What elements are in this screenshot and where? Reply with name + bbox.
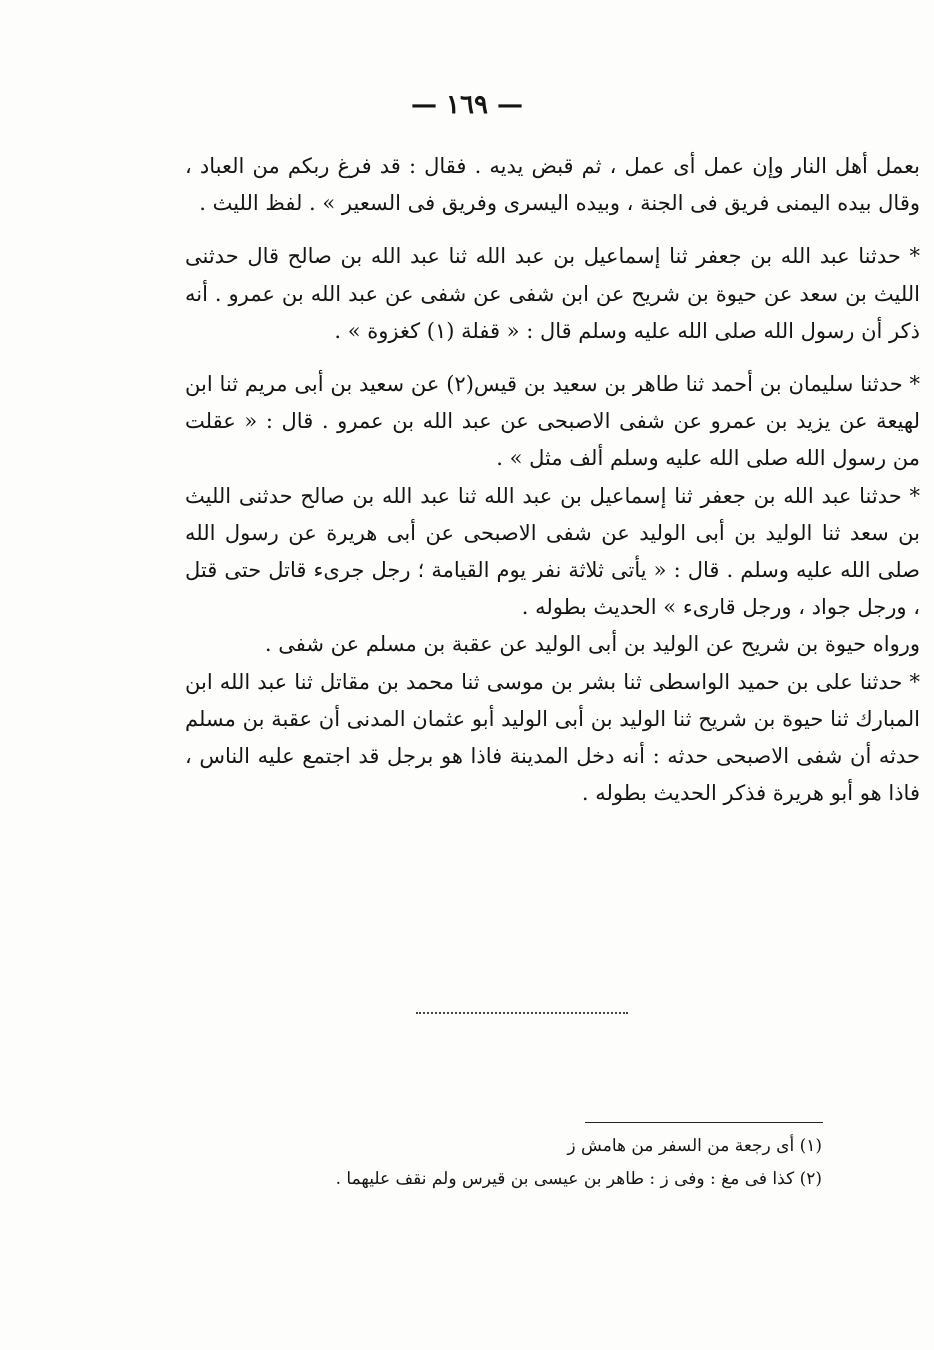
dotted-separator <box>416 1012 628 1014</box>
main-text <box>185 148 920 812</box>
paragraph-1: بعمل أهل النار وإن عمل أى عمل ، ثم قبض يديه . فقال : قد فرغ ربكم من العباد ، وقال بيده اليمنى فريق فى الجنة ، وبيده اليسرى وفريق فى السعير » . لفظ الليث . <box>185 154 920 216</box>
paragraph-2: * حدثنا عبد الله بن جعفر ثنا إسماعيل بن عبد الله ثنا عبد الله بن صالح قال حدثنى الليث بن سعد عن حيوة بن شريح عن ابن شفى عن شفى عن عبد الله بن عمرو . أنه ذكر أن رسول الله صلى الله عليه وسلم قال : « قفلة (١) كغزوة » . <box>185 244 920 343</box>
footnote-2: (٢) كذا فى مغ : وفى ز : طاهر بن عيسى بن قيرس ولم نقف عليهما . <box>335 1169 822 1189</box>
paragraph-4: * حدثنا عبد الله بن جعفر ثنا إسماعيل بن عبد الله ثنا عبد الله بن صالح حدثنى الليث بن سعد ثنا الوليد بن أبى الوليد عن شفى الاصبحى عن أبى هريرة عن رسول الله صلى الله عليه وسلم . قال : « يأتى ثلاثة نفر يوم القيامة ؛ رجل جرىء قاتل حتى قتل ، ورجل جواد ، ورجل قارىء » الحديث بطوله . <box>185 483 920 620</box>
footnote-1: (١) أى رجعة من السفر من هامش ز <box>567 1136 822 1156</box>
paragraph-6: * حدثنا على بن حميد الواسطى ثنا بشر بن موسى ثنا محمد بن مقاتل ثنا عبد الله ابن المبارك ثنا حيوة بن شريح ثنا الوليد بن أبى الوليد أبو عثمان المدنى أن عقبة بن مسلم حدثه أن شفى الاصبحى حدثه : أنه دخل المدينة فاذا هو برجل قد اجتمع عليه الناس ، فاذا هو أبو هريرة فذكر الحديث بطوله . <box>185 669 920 806</box>
page-number: — ١٦٩ — <box>410 90 524 120</box>
footnotes <box>300 1130 822 1196</box>
paragraph-3: * حدثنا سليمان بن أحمد ثنا طاهر بن سعيد بن قيس(٢) عن سعيد بن أبى مريم ثنا ابن لهيعة عن يزيد بن عمرو عن شفى الاصبحى عن عبد الله بن عمرو . قال : « عقلت من رسول الله صلى الله عليه وسلم ألف مثل » . <box>185 372 921 471</box>
paragraph-5: ورواه حيوة بن شريح عن الوليد بن أبى الوليد عن عقبة بن مسلم عن شفى . <box>264 632 920 657</box>
footnote-divider <box>585 1122 823 1123</box>
